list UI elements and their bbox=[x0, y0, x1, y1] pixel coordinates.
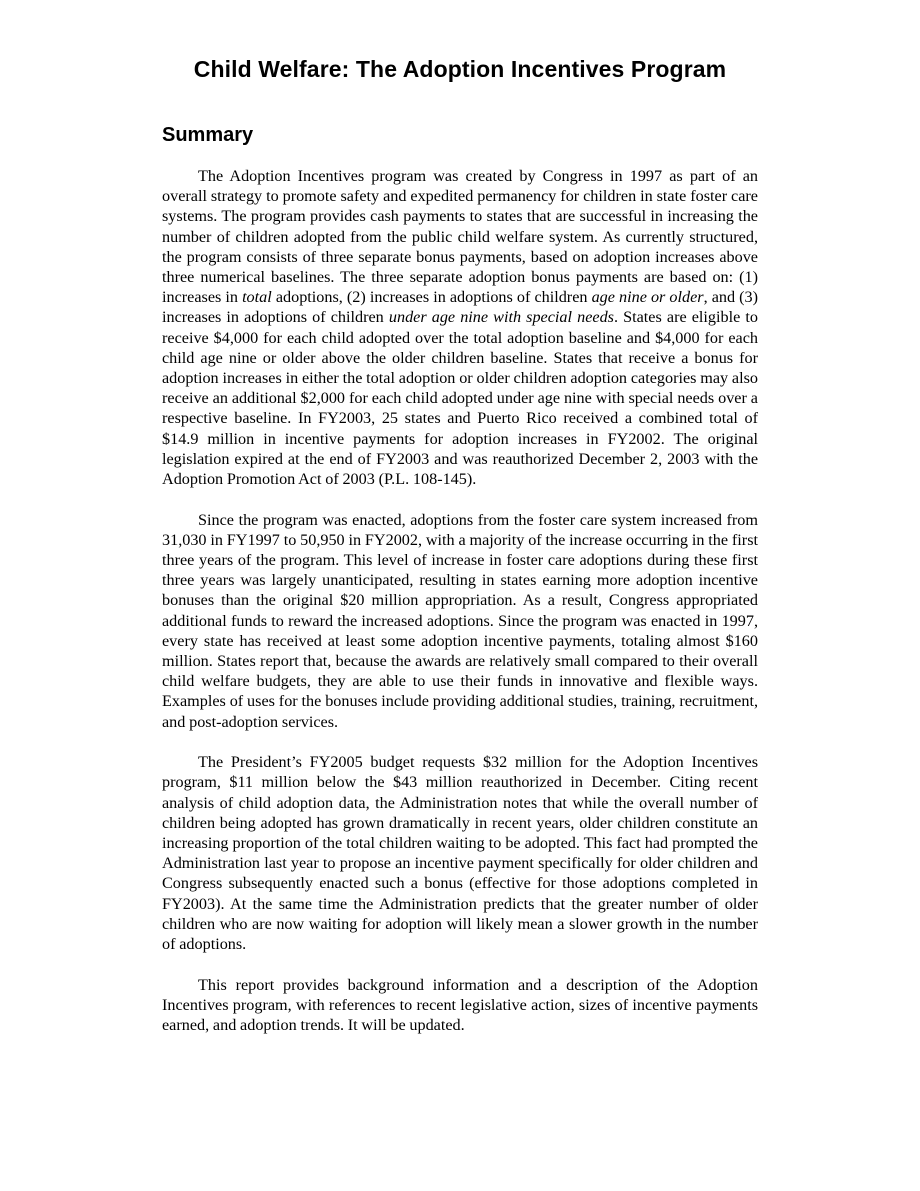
paragraph-1-text-a: The Adoption Incentives program was created by Congress in 1997 as part of an overall strategy to promote safety and expedited permanency for children in state foster care systems. The program provides cash payments to states that are successful in increasing the number of children adopted from the public child welfare system. As currently structured, the program consists of three separate bonus payments, based on adoption increases above three numerical baselines. The three separate adoption bonus payments are based on: (1) increases in bbox=[162, 167, 758, 307]
emphasis-age-nine-or-older: age nine or older bbox=[591, 288, 704, 307]
paragraph-1-text-c: , and (3) increases in adoptions of children bbox=[162, 288, 759, 327]
document-page bbox=[162, 54, 758, 1056]
document-title: Child Welfare: The Adoption Incentives Program bbox=[193, 56, 727, 82]
emphasis-total: total bbox=[242, 288, 272, 307]
summary-paragraph-4: This report provides background information and a description of the Adoption Incentives program, with references to recent legislative action, sizes of incentive payments earned, and adoption trends. It will be updated. bbox=[162, 975, 758, 1035]
summary-paragraph-1 bbox=[162, 166, 758, 489]
paragraph-1-text-d: . States are eligible to receive $4,000 for each child adopted over the total adoption baseline and $4,000 for each child age nine or older above the older children baseline. States that receive a bonus for adoption increases in either the total adoption or older children adoption categories may also receive an additional $2,000 for each child adopted under age nine with special needs over a respective baseline. In FY2003, 25 states and Puerto Rico received a combined total of $14.9 million in incentive payments for adoption increases in FY2002. The original legislation expired at the end of FY2003 and was reauthorized December 2, 2003 with the Adoption Promotion Act of 2003 (P.L. 108-145). bbox=[162, 308, 758, 489]
paragraph-1-text-b: adoptions, (2) increases in adoptions of children bbox=[271, 288, 592, 307]
summary-paragraph-2: Since the program was enacted, adoptions from the foster care system increased from 31,030 in FY1997 to 50,950 in FY2002, with a majority of the increase occurring in the first three years of the program. This level of increase in foster care adoptions during these first three years was largely unanticipated, resulting in states earning more adoption incentive bonuses than the original $20 million appropriation. As a result, Congress appropriated additional funds to reward the increased adoptions. Since the program was enacted in 1997, every state has received at least some adoption incentive payments, totaling almost $160 million. States report that, because the awards are relatively small compared to their overall child welfare budgets, they are able to use their funds in innovative and flexible ways. Examples of uses for the bonuses include providing additional studies, training, recruitment, and post-adoption services. bbox=[162, 510, 758, 731]
summary-paragraph-3: The President’s FY2005 budget requests $32 million for the Adoption Incentives program, $11 million below the $43 million reauthorized in December. Citing recent analysis of child adoption data, the Administration notes that while the overall number of children being adopted has grown dramatically in recent years, older children constitute an increasing proportion of the total children waiting to be adopted. This fact had prompted the Administration last year to propose an incentive payment specifically for older children and Congress subsequently enacted such a bonus (effective for those adoptions completed in FY2003). At the same time the Administration predicts that the greater number of older children who are now waiting for adoption will likely mean a slower growth in the number of adoptions. bbox=[162, 753, 758, 954]
section-heading-summary: Summary bbox=[162, 124, 254, 146]
emphasis-special-needs: under age nine with special needs bbox=[388, 308, 614, 327]
